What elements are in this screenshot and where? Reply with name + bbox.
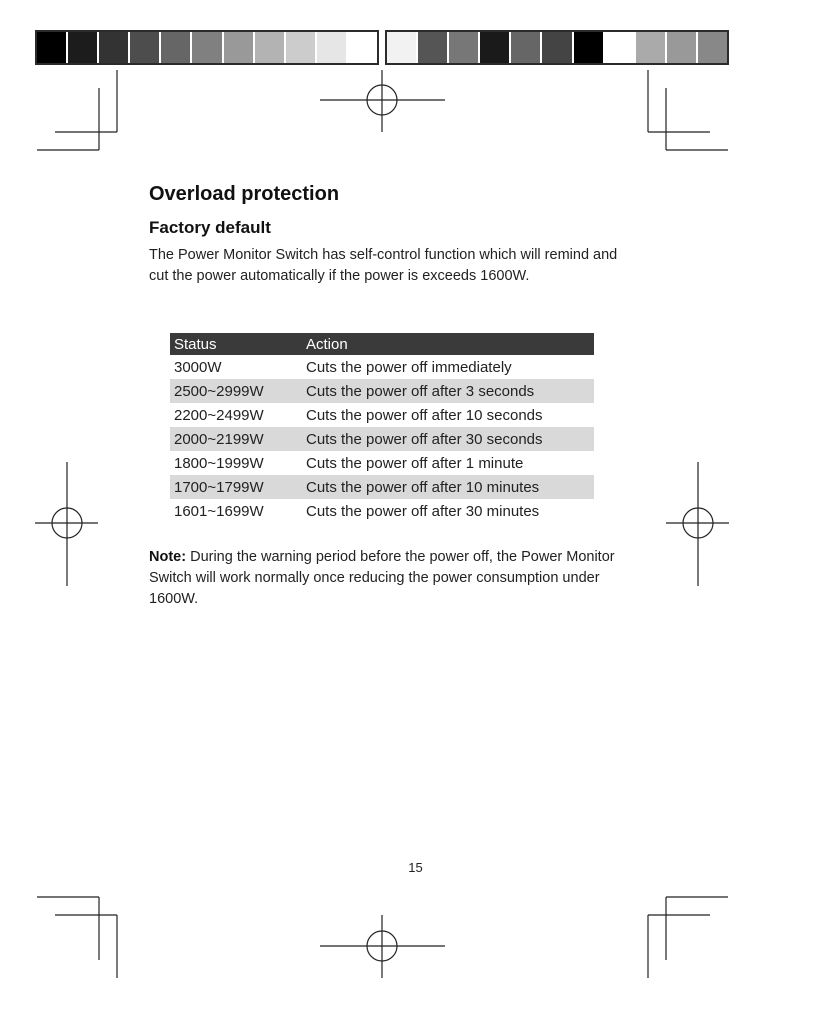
registration-mark-top [320,70,445,132]
table-row [170,499,594,523]
action-cell: Cuts the power off immediately [306,358,512,376]
registration-mark-left [35,462,98,586]
note-text: During the warning period before the power off, the Power Monitor Switch will work normally once reducing the power consumption under 1600W. [149,549,615,607]
column-header-action: Action [302,333,594,355]
section-subtitle: Factory default [149,218,271,237]
action-cell: Cuts the power off after 10 minutes [302,475,594,499]
status-cell: 2200~2499W [174,406,264,424]
table-row [170,475,594,499]
status-cell: 1700~1799W [170,475,302,499]
column-header-status: Status [170,333,302,355]
status-cell: 1601~1699W [174,502,264,520]
page-title: Overload protection [149,183,340,205]
status-cell: 2000~2199W [170,427,302,451]
table-row [170,379,594,403]
status-cell: 3000W [174,358,222,376]
note-label: Note: [149,549,187,565]
intro-paragraph: The Power Monitor Switch has self-control function which will remind and cut the power automatically if the power is exceeds 1600W. [149,247,618,284]
action-cell: Cuts the power off after 10 seconds [306,406,543,424]
action-cell: Cuts the power off after 3 seconds [302,379,594,403]
table-row [170,355,594,379]
status-cell: 1800~1999W [174,454,264,472]
registration-mark-bottom [320,915,445,978]
table-row [170,403,594,427]
action-cell: Cuts the power off after 1 minute [306,454,524,472]
action-cell: Cuts the power off after 30 seconds [302,427,594,451]
page-number: 15 [408,860,423,875]
note-paragraph [149,547,619,610]
content-block [149,181,619,287]
registration-mark-right [666,462,729,586]
action-cell: Cuts the power off after 30 minutes [306,502,540,520]
table-header-row [170,333,594,355]
table-row [170,427,594,451]
overload-table [170,333,594,523]
status-cell: 2500~2999W [170,379,302,403]
table-row [170,451,594,475]
